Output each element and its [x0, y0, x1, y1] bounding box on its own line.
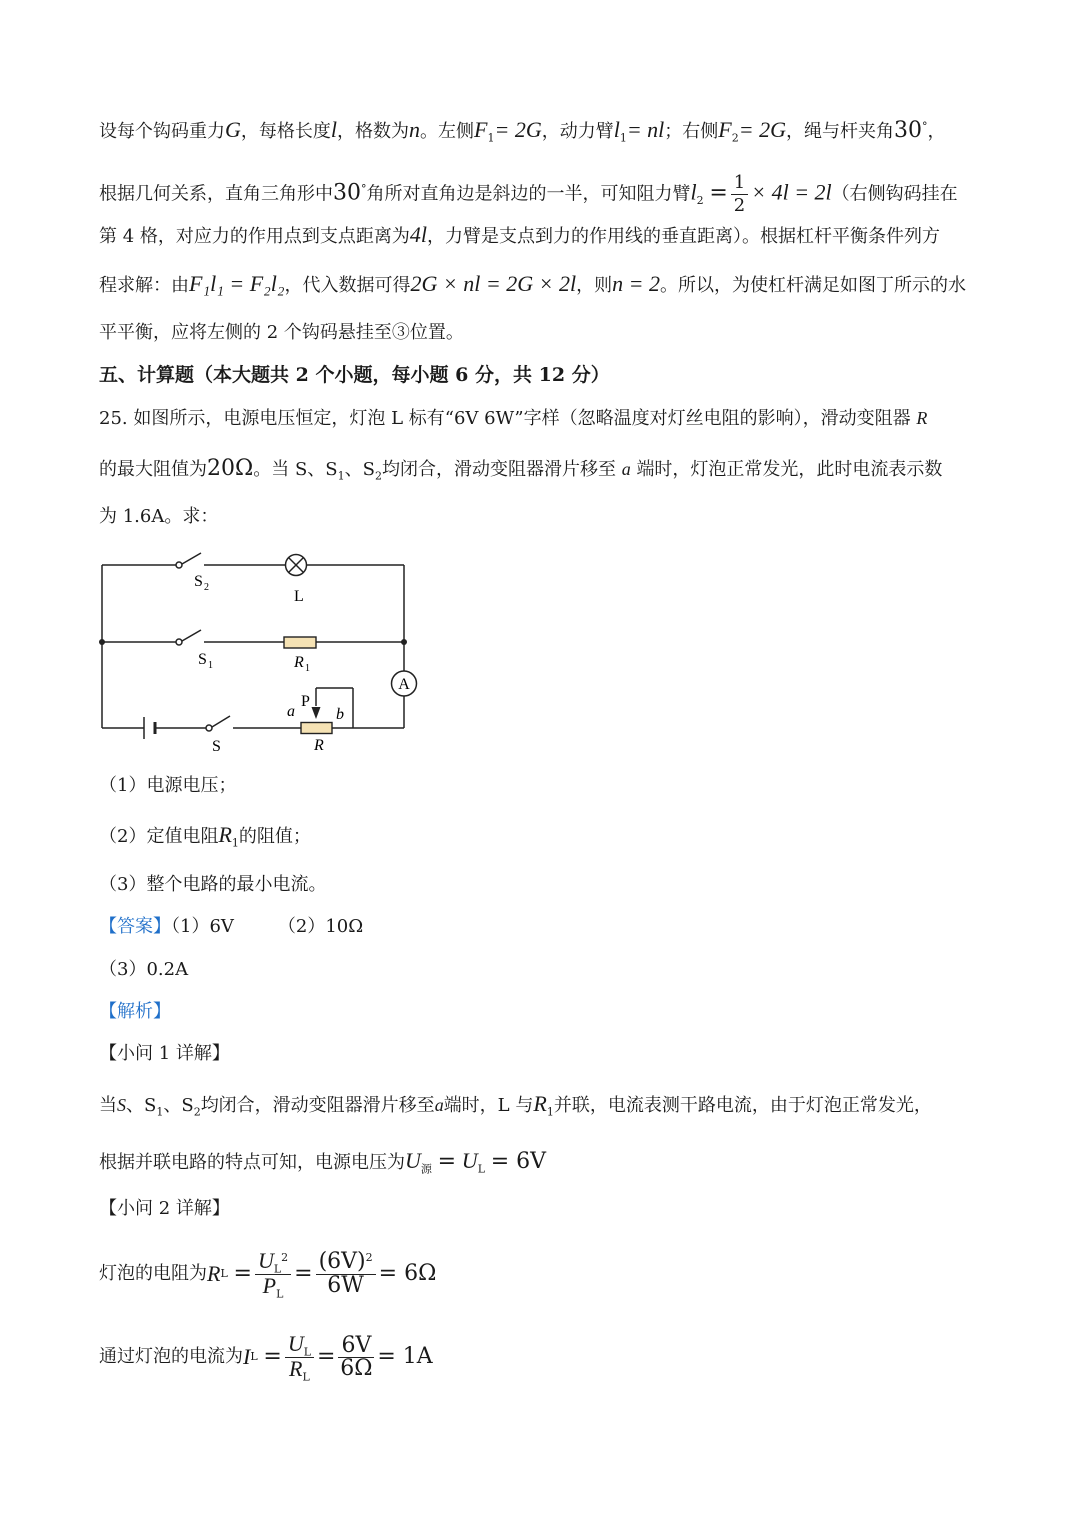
fraction: $\frac{U_L}{R_L}$ — [285, 1333, 314, 1382]
subheading-2: 【小问 2 详解】 — [99, 1198, 230, 1219]
svg-text:S: S — [194, 573, 203, 590]
rheostat-r — [301, 723, 332, 734]
formula-line: 灯泡的电阻为 R L = $\frac{U_L^2}{P_L}$ = $\frac{(6V)^2}{6W}$ = 6Ω — [99, 1247, 437, 1301]
svg-text:S: S — [198, 651, 207, 668]
svg-text:R: R — [294, 654, 304, 671]
subquestion-1: （1）电源电压； — [99, 775, 237, 796]
svg-text:L: L — [294, 588, 304, 605]
text-line: 设每个钩码重力G，每格长度l，格数为n。左侧$F_1= 2G$，动力臂$l_1=$ nl；右侧$F_2= 2G$，绳与杆夹角30°， — [99, 117, 946, 145]
analysis-tag: 【解析】 — [99, 1001, 171, 1022]
svg-text:b: b — [336, 706, 344, 723]
svg-text:a: a — [287, 703, 295, 720]
subheading-1: 【小问 1 详解】 — [99, 1043, 230, 1064]
svg-text:P: P — [301, 693, 310, 710]
fraction: $\frac{6V}{6\Omega}$ — [340, 1332, 373, 1381]
fraction: $\frac{(6V)^2}{6W}$ — [316, 1251, 376, 1297]
resistor-r1 — [284, 637, 316, 648]
svg-text:2: 2 — [204, 582, 209, 593]
svg-text:R: R — [314, 737, 324, 754]
svg-text:1: 1 — [305, 663, 310, 674]
question-line: 为 1.6A。求： — [99, 506, 219, 527]
svg-text:1: 1 — [208, 660, 213, 671]
text-line: 平平衡，应将左侧的 2 个钩码悬挂至③位置。 — [99, 322, 464, 343]
text-line: 根据几何关系，直角三角形中30°角所对直角边是斜边的一半，可知阻力臂$l_2$ = $\frac{1}{2}$ × 4l = 2l（右侧钩码挂在 — [99, 172, 958, 216]
answer-line: 【答案】（1）6V （2）10Ω — [99, 916, 364, 937]
section-heading: 五、计算题（本大题共 2 个小题，每小题 6 分，共 12 分） — [99, 364, 610, 386]
lamp-symbol — [286, 555, 307, 576]
analysis-line: 根据并联电路的特点可知，电源电压为$U_源 = U_L = 6V$ — [99, 1148, 547, 1176]
fraction: $\frac{U_L^2}{P_L}$ — [255, 1250, 291, 1299]
answer-tag: 【答案】 — [99, 916, 171, 937]
svg-text:A: A — [398, 676, 410, 693]
analysis-line: 当S、$S_1$、$S_2$均闭合，滑动变阻器滑片移至a端时，L 与$R_1$并联，电流表测干路电流，由于灯泡正常发光， — [99, 1091, 932, 1119]
circuit-diagram — [90, 545, 430, 760]
formula-line: 通过灯泡的电流为 I L = $\frac{U_L}{R_L}$ = $\frac{6V}{6\Omega}$ = 1A — [99, 1330, 433, 1384]
fraction: $\frac{1}{2}$ — [731, 172, 748, 217]
question-line: 的最大阻值为20Ω。当 S、$S_1$、$S_2$均闭合，滑动变阻器滑片移至 a 端时，灯泡正常发光，此时电流表示数 — [99, 456, 943, 483]
ammeter-symbol — [392, 671, 417, 696]
subquestion-3: （3）整个电路的最小电流。 — [99, 874, 327, 895]
subquestion-2: （2）定值电阻$R_1$的阻值； — [99, 822, 311, 850]
question-line: 25. 如图所示，电源电压恒定，灯泡 L 标有“6V 6W”字样（忽略温度对灯丝电阻的影响），滑动变阻器 R — [99, 408, 928, 429]
answer-line: （3）0.2A — [99, 959, 189, 980]
svg-text:S: S — [212, 738, 221, 755]
text-line: 第 4 格，对应力的作用点到支点距离为4l，力臂是支点到力的作用线的垂直距离）。根据杠杆平衡条件列方 — [99, 222, 941, 247]
text-line: 程求解：由F₁l₁ = F₂l₂，代入数据可得2G × nl = 2G × 2l，则n = 2。所以，为使杠杆满足如图丁所示的水 — [99, 271, 966, 296]
